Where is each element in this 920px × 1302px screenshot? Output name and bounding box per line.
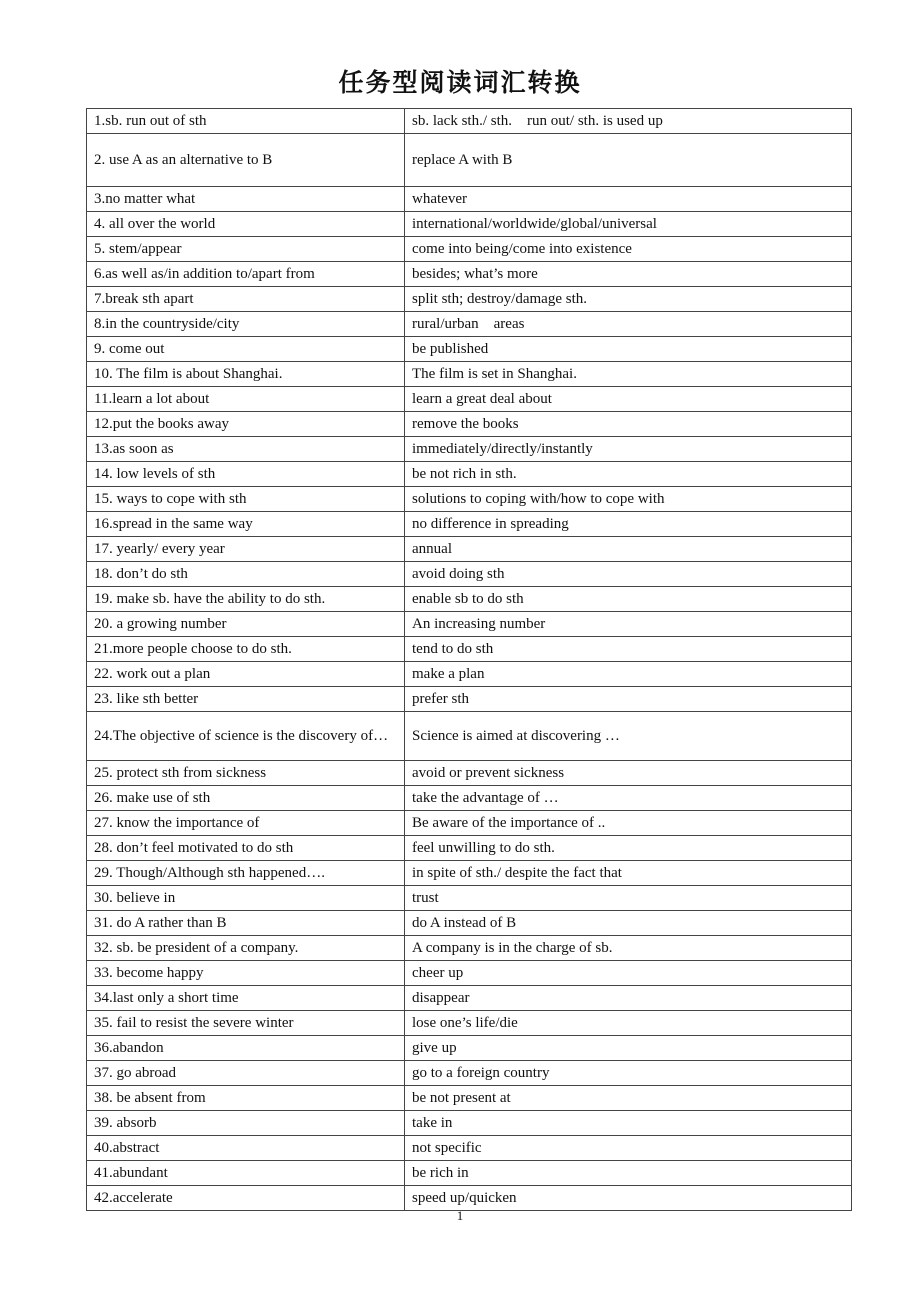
table-row: [87, 861, 852, 886]
table-row: [87, 387, 852, 412]
replacement-expression-cell: rural/urban areas: [405, 312, 852, 337]
original-expression-cell: 1.sb. run out of sth: [87, 109, 405, 134]
original-expression-cell: 32. sb. be president of a company.: [87, 936, 405, 961]
replacement-expression-cell: do A instead of B: [405, 911, 852, 936]
replacement-expression-cell: prefer sth: [405, 687, 852, 712]
replacement-expression-cell: A company is in the charge of sb.: [405, 936, 852, 961]
replacement-expression-cell: not specific: [405, 1136, 852, 1161]
original-expression-cell: 23. like sth better: [87, 687, 405, 712]
replacement-expression-cell: be not present at: [405, 1086, 852, 1111]
table-row: [87, 1086, 852, 1111]
original-expression-cell: 11.learn a lot about: [87, 387, 405, 412]
table-row: [87, 362, 852, 387]
original-expression-cell: 25. protect sth from sickness: [87, 761, 405, 786]
original-expression-cell: 15. ways to cope with sth: [87, 487, 405, 512]
original-expression-cell: 22. work out a plan: [87, 662, 405, 687]
replacement-expression-cell: be not rich in sth.: [405, 462, 852, 487]
replacement-expression-cell: be published: [405, 337, 852, 362]
table-row: [87, 961, 852, 986]
replacement-expression-cell: lose one’s life/die: [405, 1011, 852, 1036]
vocabulary-table: [86, 108, 852, 1211]
table-row: [87, 637, 852, 662]
original-expression-cell: 18. don’t do sth: [87, 562, 405, 587]
original-expression-cell: 7.break sth apart: [87, 287, 405, 312]
replacement-expression-cell: sb. lack sth./ sth. run out/ sth. is used up: [405, 109, 852, 134]
replacement-expression-cell: Be aware of the importance of ..: [405, 811, 852, 836]
replacement-expression-cell: remove the books: [405, 412, 852, 437]
table-row: [87, 1136, 852, 1161]
replacement-expression-cell: feel unwilling to do sth.: [405, 836, 852, 861]
vocabulary-table-body: [87, 109, 852, 1211]
table-row: [87, 134, 852, 187]
page-title: 任务型阅读词汇转换: [338, 68, 582, 97]
replacement-expression-cell: in spite of sth./ despite the fact that: [405, 861, 852, 886]
page-number: 1: [456, 1208, 464, 1223]
replacement-expression-cell: take the advantage of …: [405, 786, 852, 811]
original-expression-cell: 34.last only a short time: [87, 986, 405, 1011]
original-expression-cell: 42.accelerate: [87, 1186, 405, 1211]
replacement-expression-cell: come into being/come into existence: [405, 237, 852, 262]
table-row: [87, 1186, 852, 1211]
table-row: [87, 337, 852, 362]
original-expression-cell: 5. stem/appear: [87, 237, 405, 262]
original-expression-cell: 6.as well as/in addition to/apart from: [87, 262, 405, 287]
original-expression-cell: 41.abundant: [87, 1161, 405, 1186]
original-expression-cell: 17. yearly/ every year: [87, 537, 405, 562]
replacement-expression-cell: Science is aimed at discovering …: [405, 712, 852, 761]
table-row: [87, 786, 852, 811]
table-row: [87, 1111, 852, 1136]
original-expression-cell: 14. low levels of sth: [87, 462, 405, 487]
original-expression-cell: 37. go abroad: [87, 1061, 405, 1086]
table-row: [87, 462, 852, 487]
table-row: [87, 262, 852, 287]
original-expression-cell: 39. absorb: [87, 1111, 405, 1136]
table-row: [87, 537, 852, 562]
original-expression-cell: 4. all over the world: [87, 212, 405, 237]
replacement-expression-cell: An increasing number: [405, 612, 852, 637]
replacement-expression-cell: international/worldwide/global/universal: [405, 212, 852, 237]
original-expression-cell: 26. make use of sth: [87, 786, 405, 811]
replacement-expression-cell: immediately/directly/instantly: [405, 437, 852, 462]
replacement-expression-cell: cheer up: [405, 961, 852, 986]
replacement-expression-cell: whatever: [405, 187, 852, 212]
table-row: [87, 187, 852, 212]
table-row: [87, 1061, 852, 1086]
table-row: [87, 687, 852, 712]
table-row: [87, 1161, 852, 1186]
original-expression-cell: 36.abandon: [87, 1036, 405, 1061]
original-expression-cell: 20. a growing number: [87, 612, 405, 637]
replacement-expression-cell: tend to do sth: [405, 637, 852, 662]
replacement-expression-cell: avoid doing sth: [405, 562, 852, 587]
original-expression-cell: 24.The objective of science is the discovery of…: [87, 712, 405, 761]
replacement-expression-cell: enable sb to do sth: [405, 587, 852, 612]
replacement-expression-cell: be rich in: [405, 1161, 852, 1186]
table-row: [87, 212, 852, 237]
replacement-expression-cell: make a plan: [405, 662, 852, 687]
table-row: [87, 562, 852, 587]
replacement-expression-cell: replace A with B: [405, 134, 852, 187]
original-expression-cell: 30. believe in: [87, 886, 405, 911]
replacement-expression-cell: learn a great deal about: [405, 387, 852, 412]
replacement-expression-cell: speed up/quicken: [405, 1186, 852, 1211]
table-row: [87, 761, 852, 786]
original-expression-cell: 35. fail to resist the severe winter: [87, 1011, 405, 1036]
replacement-expression-cell: annual: [405, 537, 852, 562]
original-expression-cell: 38. be absent from: [87, 1086, 405, 1111]
original-expression-cell: 12.put the books away: [87, 412, 405, 437]
table-row: [87, 512, 852, 537]
original-expression-cell: 40.abstract: [87, 1136, 405, 1161]
table-row: [87, 986, 852, 1011]
original-expression-cell: 16.spread in the same way: [87, 512, 405, 537]
original-expression-cell: 31. do A rather than B: [87, 911, 405, 936]
replacement-expression-cell: no difference in spreading: [405, 512, 852, 537]
table-row: [87, 1011, 852, 1036]
replacement-expression-cell: split sth; destroy/damage sth.: [405, 287, 852, 312]
replacement-expression-cell: disappear: [405, 986, 852, 1011]
table-row: [87, 612, 852, 637]
table-row: [87, 1036, 852, 1061]
replacement-expression-cell: besides; what’s more: [405, 262, 852, 287]
table-row: [87, 886, 852, 911]
original-expression-cell: 13.as soon as: [87, 437, 405, 462]
table-row: [87, 811, 852, 836]
original-expression-cell: 27. know the importance of: [87, 811, 405, 836]
table-row: [87, 487, 852, 512]
replacement-expression-cell: The film is set in Shanghai.: [405, 362, 852, 387]
table-row: [87, 712, 852, 761]
replacement-expression-cell: go to a foreign country: [405, 1061, 852, 1086]
original-expression-cell: 8.in the countryside/city: [87, 312, 405, 337]
replacement-expression-cell: take in: [405, 1111, 852, 1136]
original-expression-cell: 2. use A as an alternative to B: [87, 134, 405, 187]
table-row: [87, 662, 852, 687]
table-row: [87, 836, 852, 861]
table-row: [87, 936, 852, 961]
replacement-expression-cell: give up: [405, 1036, 852, 1061]
original-expression-cell: 3.no matter what: [87, 187, 405, 212]
table-row: [87, 287, 852, 312]
replacement-expression-cell: solutions to coping with/how to cope with: [405, 487, 852, 512]
table-row: [87, 412, 852, 437]
table-row: [87, 911, 852, 936]
replacement-expression-cell: avoid or prevent sickness: [405, 761, 852, 786]
table-row: [87, 312, 852, 337]
original-expression-cell: 19. make sb. have the ability to do sth.: [87, 587, 405, 612]
original-expression-cell: 28. don’t feel motivated to do sth: [87, 836, 405, 861]
table-row: [87, 587, 852, 612]
table-row: [87, 437, 852, 462]
original-expression-cell: 33. become happy: [87, 961, 405, 986]
original-expression-cell: 29. Though/Although sth happened….: [87, 861, 405, 886]
original-expression-cell: 9. come out: [87, 337, 405, 362]
table-row: [87, 237, 852, 262]
replacement-expression-cell: trust: [405, 886, 852, 911]
original-expression-cell: 10. The film is about Shanghai.: [87, 362, 405, 387]
original-expression-cell: 21.more people choose to do sth.: [87, 637, 405, 662]
table-row: [87, 109, 852, 134]
